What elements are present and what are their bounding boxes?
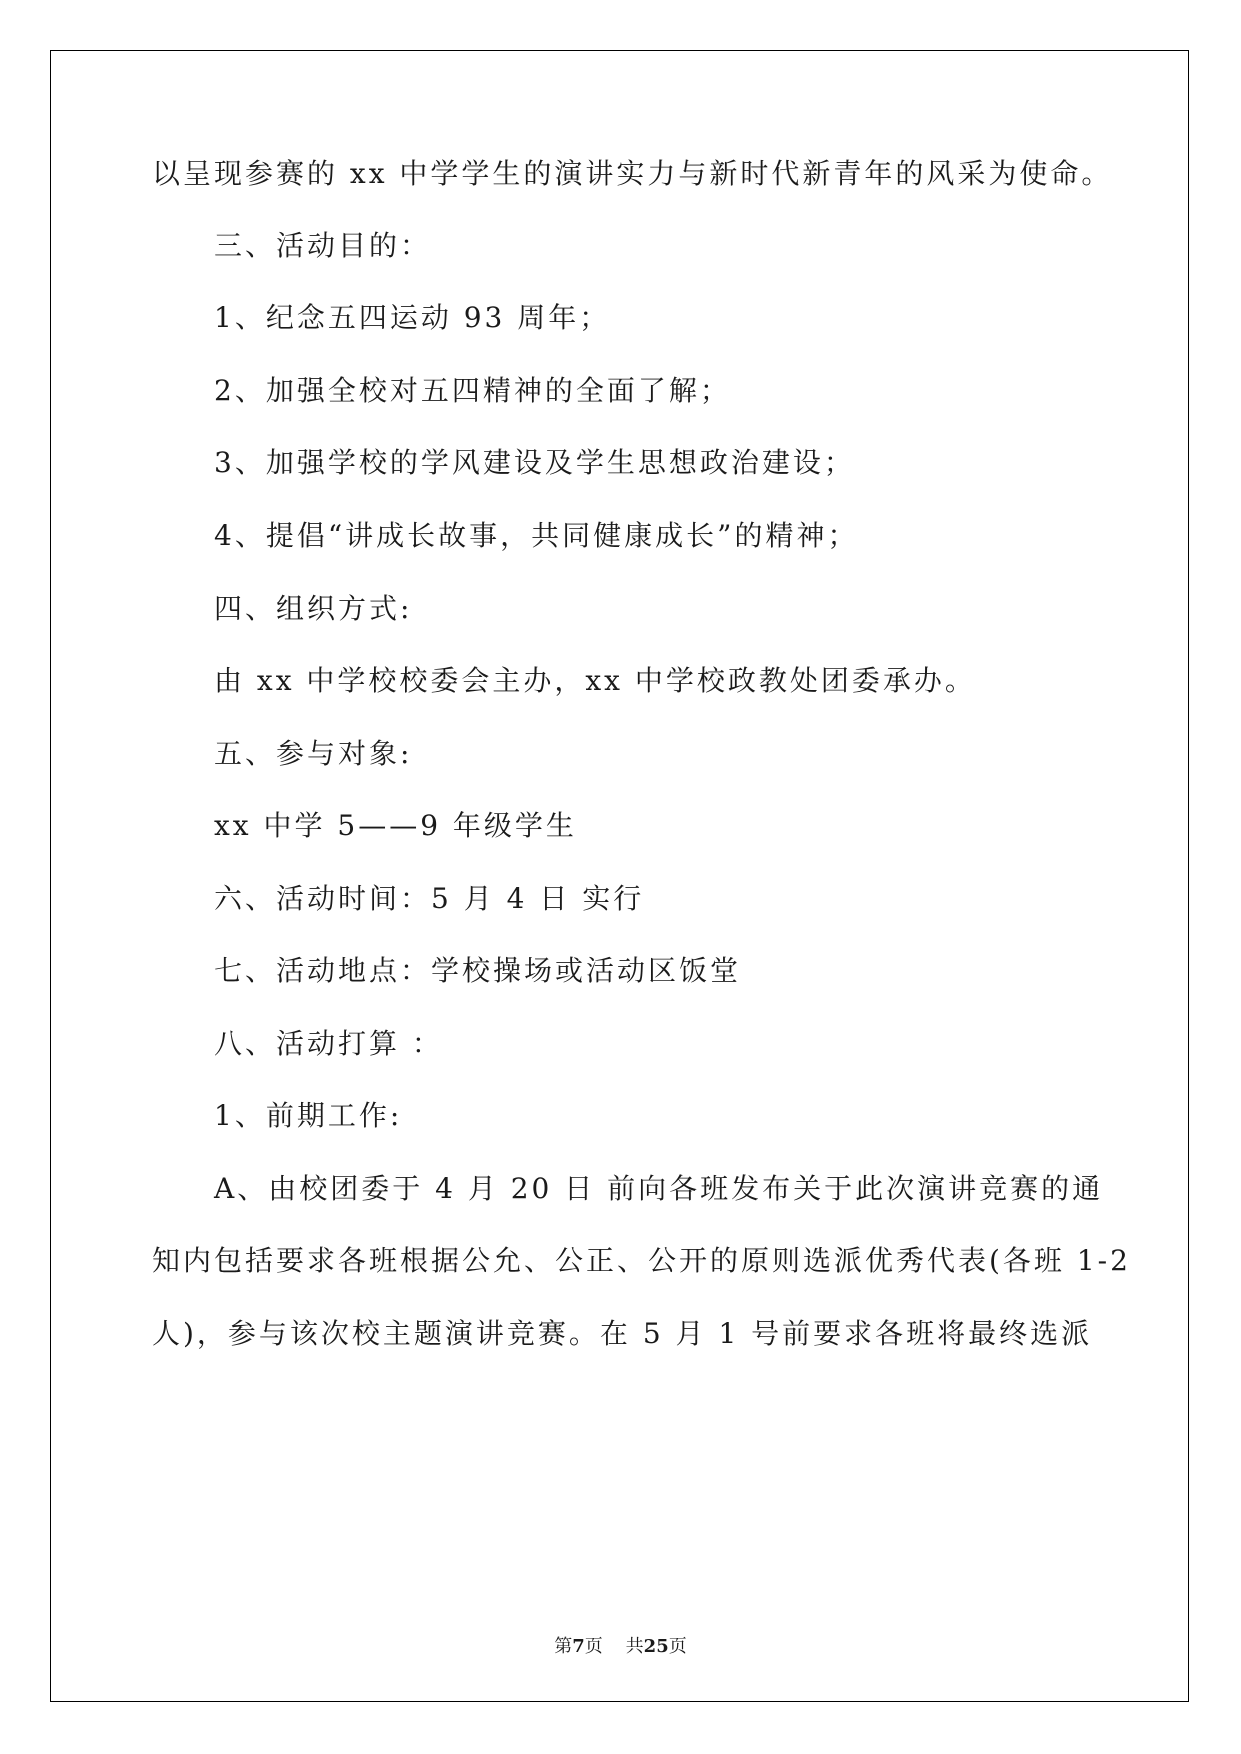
section-heading: 八、活动打算 ：	[214, 1027, 443, 1060]
section-heading: 六、活动时间：5 月 4 日 实行	[214, 882, 645, 915]
page-suffix: 页	[584, 1636, 603, 1657]
paragraph-line: 人)，参与该次校主题演讲竞赛。在 5 月 1 号前要求各班将最终选派	[152, 1317, 1093, 1350]
total-pages: 25	[643, 1636, 669, 1657]
page-number: 7	[572, 1636, 585, 1657]
section-heading: 五、参与对象:	[214, 737, 413, 770]
section-heading: 四、组织方式:	[214, 592, 413, 625]
page-border	[50, 50, 1189, 1702]
list-item: 4、提倡“讲成长故事，共同健康成长”的精神；	[214, 519, 859, 552]
paragraph-line: 知内包括要求各班根据公允、公正、公开的原则选派优秀代表(各班 1-2	[152, 1244, 1131, 1277]
paragraph-line: xx 中学 5——9 年级学生	[214, 809, 577, 842]
list-item: 2、加强全校对五四精神的全面了解；	[214, 374, 731, 407]
paragraph-line: A、由校团委于 4 月 20 日 前向各班发布关于此次演讲竞赛的通	[214, 1172, 1104, 1205]
paragraph-line: 以呈现参赛的 xx 中学学生的演讲实力与新时代新青年的风采为使命。	[152, 157, 1113, 190]
total-prefix: 共	[625, 1636, 644, 1657]
total-suffix: 页	[668, 1636, 687, 1657]
paragraph-line: 由 xx 中学校校委会主办，xx 中学校政教处团委承办。	[214, 664, 976, 697]
section-heading: 三、活动目的：	[214, 229, 432, 262]
subsection-heading: 1、前期工作:	[214, 1099, 403, 1132]
page-footer	[0, 1636, 1241, 1658]
list-item: 3、加强学校的学风建设及学生思想政治建设；	[214, 446, 855, 479]
section-heading: 七、活动地点：学校操场或活动区饭堂	[214, 954, 742, 987]
list-item: 1、纪念五四运动 93 周年；	[214, 301, 611, 334]
page-prefix: 第	[554, 1636, 573, 1657]
